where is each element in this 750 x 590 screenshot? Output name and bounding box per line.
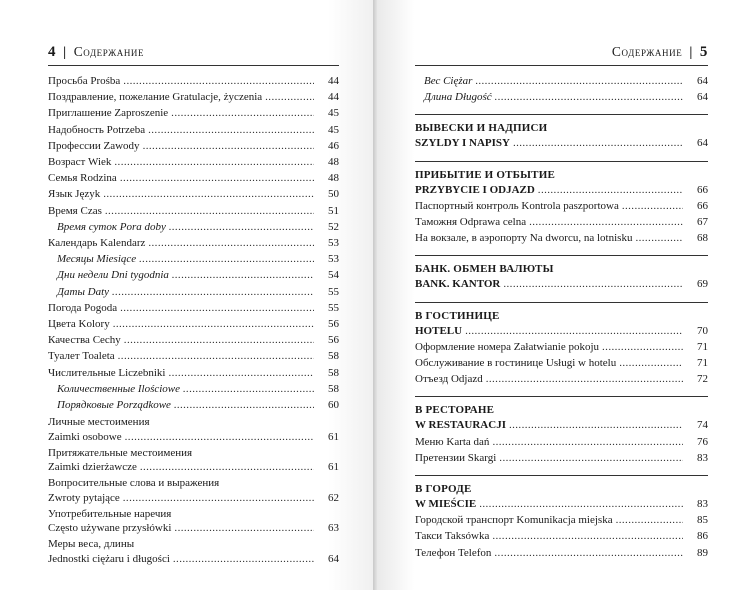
header-title: Содержание xyxy=(611,44,683,59)
header-title: Содержание xyxy=(73,44,145,59)
toc-subentry[interactable]: Даты Daty ..... 55 xyxy=(48,284,339,300)
toc-entry[interactable]: Надобность Potrzeba ..... 45 xyxy=(48,122,339,138)
section-title: БАНК. ОБМЕН ВАЛЮТЫ xyxy=(415,263,554,276)
toc-entry[interactable]: Цвета Kolory ..... 56 xyxy=(48,316,339,332)
toc-entry[interactable]: Таможня Odprawa celna ..... 67 xyxy=(415,214,708,230)
toc-entry[interactable]: Календарь Kalendarz ..... 53 xyxy=(48,235,339,251)
section-title: В РЕСТОРАНЕ xyxy=(415,404,495,417)
toc-entry[interactable]: Паспортный контроль Kontrola paszportowa ..... 66 xyxy=(415,198,708,214)
toc-entry[interactable]: Поздравление, пожелание Gratulacje, życzenia ..... 44 xyxy=(48,89,339,105)
left-page-header xyxy=(48,44,339,66)
toc-entry[interactable]: Приглашение Zaproszenie ..... 45 xyxy=(48,105,339,121)
toc-entry-multiline[interactable]: Употребительные наречия Często używane przysłówki ..... 63 xyxy=(48,508,339,536)
toc-entry[interactable]: Меню Karta dań ..... 76 xyxy=(415,434,708,450)
page-number: 5 xyxy=(699,44,708,60)
toc-subentry[interactable]: Месяцы Miesiące ..... 53 xyxy=(48,251,339,267)
toc-entry[interactable]: Городской транспорт Komunikacja miejska ..... 85 xyxy=(415,512,708,528)
toc-entry-multiline[interactable]: Меры веса, длины Jednostki ciężaru i długości ..... 64 xyxy=(48,538,339,566)
toc-entry[interactable]: Язык Język ..... 50 xyxy=(48,186,339,202)
toc-subentry[interactable]: Время суток Pora doby ..... 52 xyxy=(48,219,339,235)
toc-section-continued xyxy=(415,73,708,105)
toc-entry[interactable]: Погода Pogoda ..... 55 xyxy=(48,300,339,316)
toc-entry[interactable]: Обслуживание в гостинице Usługi w hotelu ..... 71 xyxy=(415,355,708,371)
toc-section xyxy=(415,161,708,247)
section-title: В ГОРОДЕ xyxy=(415,483,472,496)
toc-entry[interactable]: Туалет Toaleta ..... 58 xyxy=(48,348,339,364)
toc-entry-multiline[interactable]: Притяжательные местоимения Zaimki dzierżawcze ..... 61 xyxy=(48,447,339,475)
toc-section xyxy=(415,302,708,388)
toc-entry[interactable]: На вокзале, в аэропорту Na dworcu, na lotnisku ..... 68 xyxy=(415,230,708,246)
toc-entry[interactable]: Просьба Prośba ..... 44 xyxy=(48,73,339,89)
toc-list xyxy=(48,73,339,566)
section-heading-entry[interactable]: W MIEŚCIE ..... 83 xyxy=(415,496,708,512)
section-heading-entry[interactable]: SZYLDY I NAPISY ..... 64 xyxy=(415,135,708,151)
toc-entry[interactable]: Возраст Wiek ..... 48 xyxy=(48,154,339,170)
toc-entry[interactable]: Семья Rodzina ..... 48 xyxy=(48,170,339,186)
left-page xyxy=(0,0,373,590)
toc-section xyxy=(415,255,708,292)
right-page xyxy=(377,0,750,590)
right-page-header xyxy=(415,44,708,66)
page-number: 4 xyxy=(48,44,57,60)
toc-subentry[interactable]: Длина Długość ..... 64 xyxy=(415,89,708,105)
toc-entry[interactable]: Профессии Zawody ..... 46 xyxy=(48,138,339,154)
toc-subentry[interactable]: Вес Ciężar ..... 64 xyxy=(415,73,708,89)
toc-subentry[interactable]: Порядковые Porządkowe ..... 60 xyxy=(48,397,339,413)
toc-subentry[interactable]: Дни недели Dni tygodnia ..... 54 xyxy=(48,267,339,283)
section-heading-entry[interactable]: HOTELU ..... 70 xyxy=(415,323,708,339)
toc-entry[interactable]: Претензии Skargi ..... 83 xyxy=(415,450,708,466)
section-heading-entry[interactable]: PRZYBYCIE I ODJAZD ..... 66 xyxy=(415,182,708,198)
section-title: В ГОСТИНИЦЕ xyxy=(415,309,500,322)
toc-entry-multiline[interactable]: Личные местоимения Zaimki osobowe ..... 61 xyxy=(48,416,339,444)
section-title: ПРИБЫТИЕ И ОТБЫТИЕ xyxy=(415,168,555,181)
toc-entry-multiline[interactable]: Вопросительные слова и выражения Zwroty pytające ..... 62 xyxy=(48,477,339,505)
toc-entry[interactable]: Телефон Telefon ..... 89 xyxy=(415,545,708,561)
toc-section xyxy=(415,114,708,151)
header-separator: | xyxy=(63,44,67,59)
toc-entry[interactable]: Время Czas ..... 51 xyxy=(48,203,339,219)
section-heading-entry[interactable]: W RESTAURACJI ..... 74 xyxy=(415,417,708,433)
toc-section xyxy=(415,396,708,466)
toc-entry[interactable]: Числительные Liczebniki ..... 58 xyxy=(48,365,339,381)
header-separator: | xyxy=(689,44,693,59)
toc-section xyxy=(415,475,708,561)
toc-subentry[interactable]: Количественные Ilościowe ..... 58 xyxy=(48,381,339,397)
section-heading-entry[interactable]: BANK. KANTOR ..... 69 xyxy=(415,276,708,292)
toc-entry[interactable]: Качества Cechy ..... 56 xyxy=(48,332,339,348)
toc-entry[interactable]: Оформление номера Załatwianie pokoju ..... 71 xyxy=(415,339,708,355)
toc-entry[interactable]: Отъезд Odjazd ..... 72 xyxy=(415,371,708,387)
section-title: ВЫВЕСКИ И НАДПИСИ xyxy=(415,122,548,135)
toc-entry[interactable]: Такси Taksówka ..... 86 xyxy=(415,528,708,544)
